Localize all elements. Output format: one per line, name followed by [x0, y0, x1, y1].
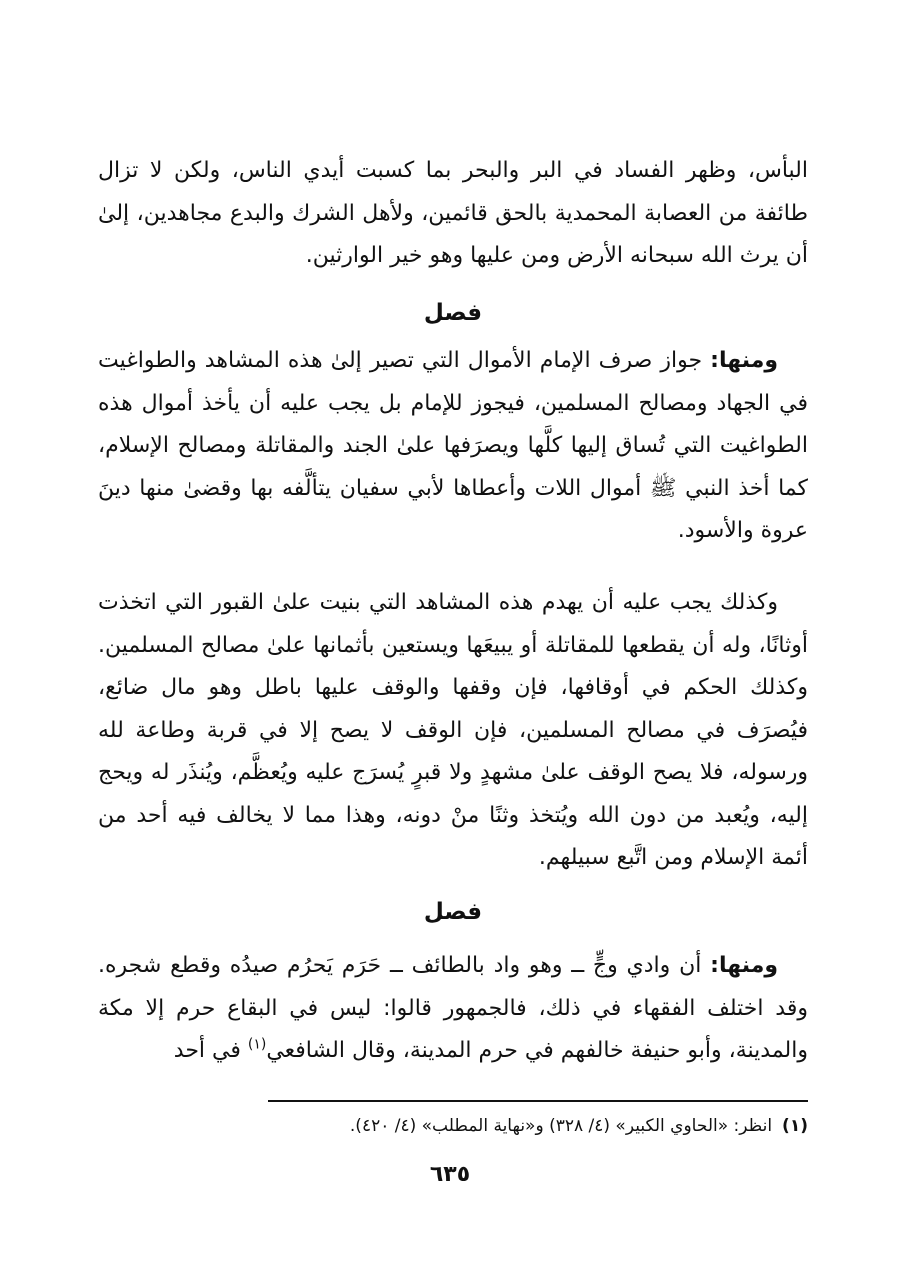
paragraph-body: جواز صرف الإمام الأموال التي تصير إلىٰ هذه المشاهد والطواغيت في الجهاد ومصالح المسلمين، فيجوز للإمام بل يجب عليه أن يأخذ أموال هذه الطواغيت التي تُساق إليها كلَّها ويصرَفها علىٰ الجند والمقاتلة ومصالح الإسلام، كما أخذ النبي ﷺ أموال اللات وأعطاها لأبي سفيان يتألَّفه بها وقضىٰ منها دينَ عروة والأسود.: [98, 348, 808, 543]
footnote-number: (١): [782, 1116, 808, 1136]
paragraph-tail: في أحد: [173, 1038, 248, 1063]
paragraph-continuation: البأس، وظهر الفساد في البر والبحر بما كسبت أيدي الناس، ولكن لا تزال طائفة من العصابة المحمدية بالحق قائمين، ولأهل الشرك والبدع مجاهدين، إلىٰ أن يرث الله سبحانه الأرض ومن عليها وهو خير الوارثين.: [98, 158, 808, 268]
section-heading-fasl-2: فصل: [423, 899, 483, 925]
paragraph-wadi-wajj: [98, 945, 808, 1073]
paragraph-lead-word: ومنها:: [710, 953, 778, 978]
paragraph-demolish-shrines: وكذلك يجب عليه أن يهدم هذه المشاهد التي بنيت علىٰ القبور التي اتخذت أوثانًا، وله أن يقطعها للمقاتلة أو يبيعَها ويستعين بأثمانها علىٰ مصالح المسلمين. وكذلك الحكم في أوقافها، فإن وقفها والوقف عليها باطل وهو مال ضائع، فيُصرَف في مصالح المسلمين، فإن الوقف لا يصح إلا في قربة وطاعة لله ورسوله، فلا يصح الوقف علىٰ مشهدٍ ولا قبرٍ يُسرَج عليه ويُعظَّم، ويُنذَر له ويحج إليه، ويُعبد من دون الله ويُتخذ وثنًا منْ دونه، وهذا مما لا يخالف فيه أحد من أئمة الإسلام ومن اتَّبع سبيلهم.: [98, 590, 808, 870]
footnote-separator: [268, 1100, 808, 1102]
paragraph-lead-word: ومنها:: [710, 348, 778, 373]
paragraph-body: أن وادي وجٍّ ــ وهو واد بالطائف ــ حَرَم يَحرُم صيدُه وقطع شجره. وقد اختلف الفقهاء في ذلك، فالجمهور قالوا: ليس في البقاع حرم إلا مكة والمدينة، وأبو حنيفة خالفهم في حرم المدينة، وقال الشافعي: [98, 953, 808, 1063]
footnote-reference[interactable]: (١): [247, 1036, 267, 1053]
page-number: ٦٣٥: [429, 1162, 471, 1187]
section-heading-fasl-1: فصل: [423, 300, 483, 326]
footnote: [98, 1111, 808, 1141]
footnote-text: انظر: «الحاوي الكبير» (٤/ ٣٢٨) و«نهاية المطلب» (٤/ ٤٢٠).: [349, 1116, 773, 1136]
paragraph-minha-treasury: [98, 340, 808, 553]
